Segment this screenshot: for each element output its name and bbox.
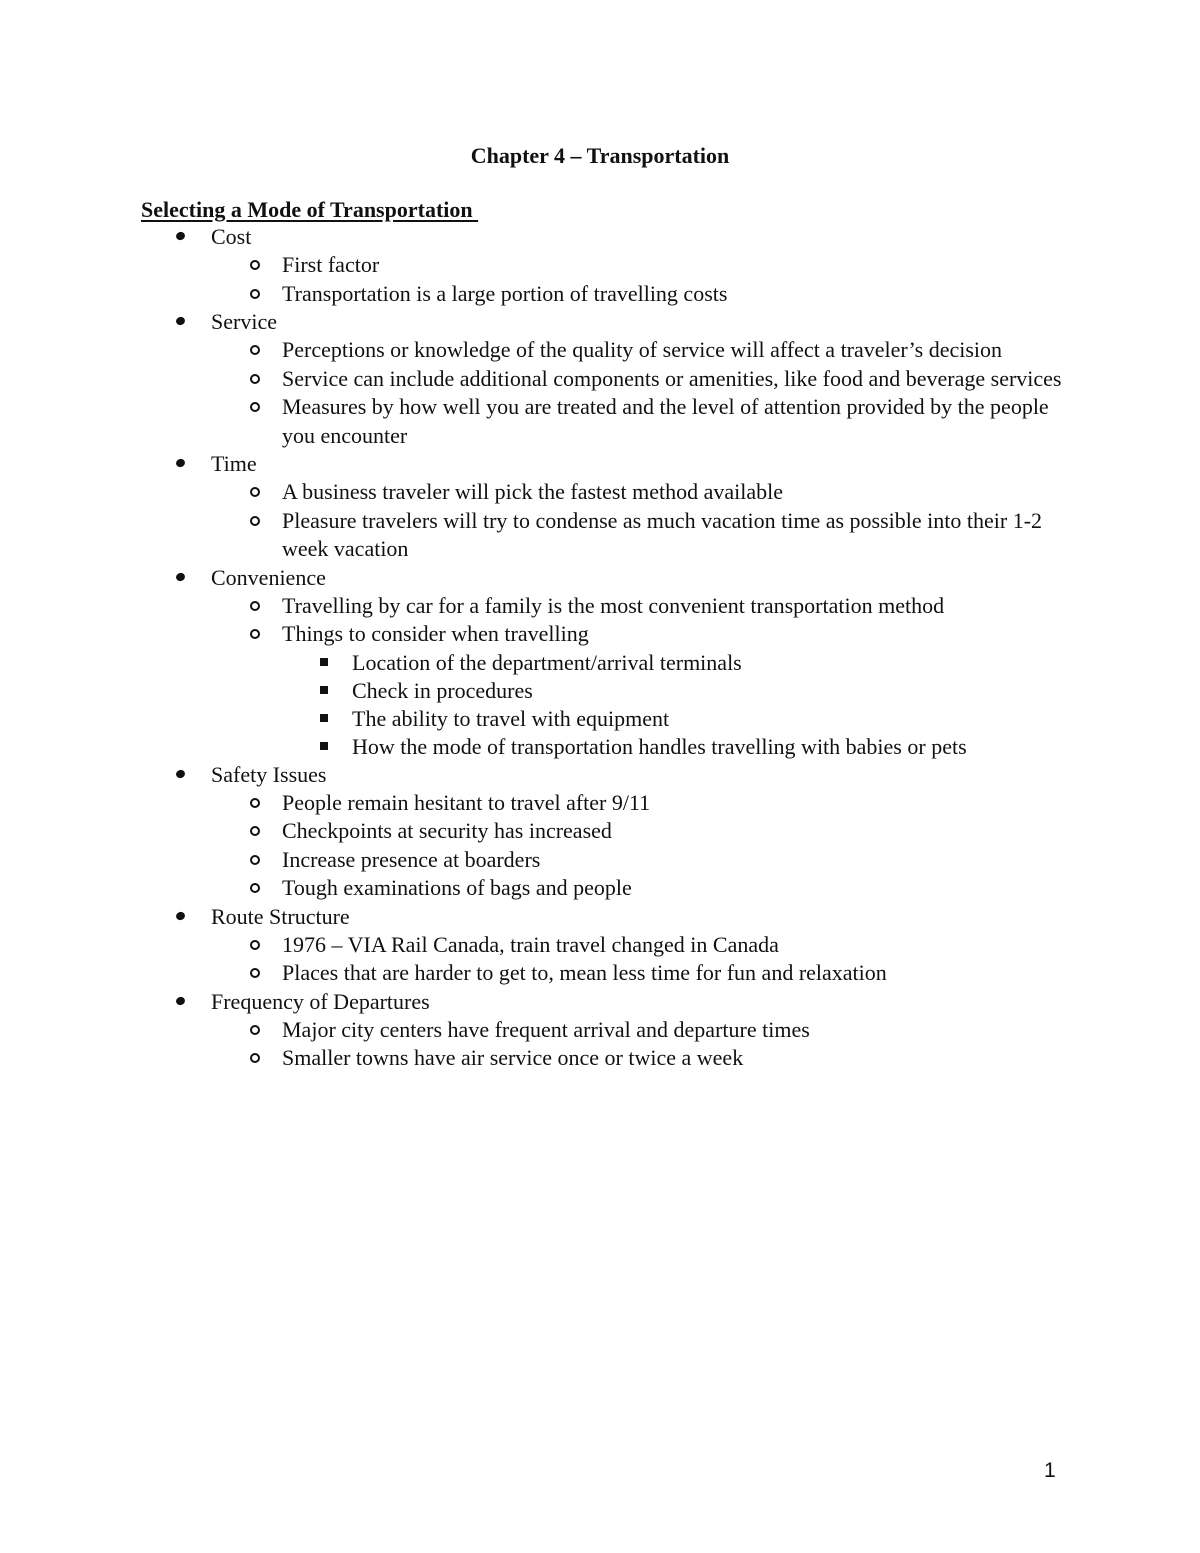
factor-item-frequency-of-departures (0, 988, 1200, 1073)
factor-label: Frequency of Departures (211, 988, 430, 1014)
factor-label: Convenience (211, 564, 326, 590)
page-title: Chapter 4 – Transportation (470, 143, 730, 168)
list-item (0, 592, 1062, 621)
hollow-bullet-icon (250, 487, 260, 497)
hollow-bullet-icon (250, 1025, 260, 1035)
hollow-bullet-icon (250, 968, 260, 978)
square-bullet-icon (320, 742, 328, 750)
factor-list (0, 223, 1200, 1073)
list-item (0, 817, 1062, 846)
factor-label: Cost (211, 224, 252, 249)
point-list (211, 1016, 1200, 1073)
point-text: Things to consider when travelling (282, 621, 589, 646)
point-text: A business traveler will pick the fastest method available (282, 479, 783, 504)
subpoint-text: Location of the department/arrival terminals (352, 649, 742, 675)
point-list (211, 478, 1200, 564)
factor-label: Service (211, 309, 277, 334)
filled-bullet-icon (175, 316, 186, 327)
filled-bullet-icon (175, 458, 186, 469)
point-text: Service can include additional components or amenities, like food and beverage services (282, 365, 1062, 391)
hollow-bullet-icon (250, 402, 260, 412)
subpoint-text: Check in procedures (352, 677, 533, 703)
list-item (0, 733, 1062, 761)
point-list (211, 931, 1200, 988)
subpoint-text: How the mode of transportation handles travelling with babies or pets (352, 733, 967, 759)
list-item (0, 365, 1062, 394)
section-heading: Selecting a Mode of Transportation (141, 197, 479, 222)
hollow-bullet-icon (250, 260, 260, 270)
hollow-bullet-icon (250, 345, 260, 355)
factor-item-safety-issues (0, 761, 1200, 903)
point-text: Pleasure travelers will try to condense as much vacation time as possible into their 1-2 week vacation (282, 507, 1043, 561)
hollow-bullet-icon (250, 798, 260, 808)
list-item (0, 507, 1062, 564)
filled-bullet-icon (175, 995, 186, 1006)
factor-item-convenience (0, 564, 1200, 761)
list-item (0, 393, 1062, 450)
square-bullet-icon (320, 714, 328, 722)
point-list (211, 592, 1200, 761)
list-item (0, 931, 1062, 960)
list-item (0, 1016, 1062, 1045)
factor-label: Safety Issues (211, 761, 327, 787)
list-item (0, 1044, 1062, 1073)
list-item (0, 478, 1062, 507)
filled-bullet-icon (175, 571, 186, 582)
list-item (0, 789, 1062, 818)
page-number: 1 (1044, 1459, 1056, 1482)
hollow-bullet-icon (250, 629, 260, 639)
point-text: Major city centers have frequent arrival and departure times (282, 1016, 810, 1042)
list-item (0, 874, 1062, 903)
square-bullet-icon (320, 658, 328, 666)
point-list (211, 251, 1200, 308)
point-text: Travelling by car for a family is the most convenient transportation method (282, 592, 945, 618)
factor-item-cost (0, 223, 1200, 308)
factor-label: Route Structure (211, 903, 350, 929)
factor-item-route-structure (0, 903, 1200, 988)
point-text: Increase presence at boarders (282, 846, 541, 872)
point-text: Places that are harder to get to, mean less time for fun and relaxation (282, 960, 887, 985)
list-item (0, 677, 1062, 705)
filled-bullet-icon (175, 231, 186, 242)
list-item (0, 649, 1062, 677)
square-bullet-icon (320, 686, 328, 694)
list-item (0, 846, 1062, 875)
point-text: First factor (282, 252, 380, 277)
subpoint-text: The ability to travel with equipment (352, 705, 670, 731)
filled-bullet-icon (175, 768, 186, 779)
hollow-bullet-icon (250, 940, 260, 950)
point-text: Transportation is a large portion of travelling costs (282, 280, 728, 306)
point-text: 1976 – VIA Rail Canada, train travel changed in Canada (282, 931, 779, 957)
point-list (211, 789, 1200, 903)
list-item (0, 336, 1062, 365)
point-text: Tough examinations of bags and people (282, 875, 632, 900)
point-text: Checkpoints at security has increased (282, 818, 612, 843)
point-list (211, 336, 1200, 450)
list-item (0, 705, 1062, 733)
factor-item-service (0, 308, 1200, 450)
point-text: People remain hesitant to travel after 9/11 (282, 789, 651, 815)
hollow-bullet-icon (250, 289, 260, 299)
factor-label: Time (211, 451, 257, 476)
point-text: Measures by how well you are treated and the level of attention provided by the people you encounter (282, 394, 1049, 448)
point-text: Smaller towns have air service once or twice a week (282, 1045, 744, 1070)
point-text: Perceptions or knowledge of the quality of service will affect a traveler’s decision (282, 337, 1003, 362)
list-item (0, 959, 1062, 988)
hollow-bullet-icon (250, 883, 260, 893)
hollow-bullet-icon (250, 601, 260, 611)
hollow-bullet-icon (250, 826, 260, 836)
subpoint-list (282, 649, 1062, 761)
hollow-bullet-icon (250, 374, 260, 384)
hollow-bullet-icon (250, 1053, 260, 1063)
factor-item-time (0, 450, 1200, 564)
hollow-bullet-icon (250, 516, 260, 526)
list-item (0, 251, 1062, 280)
list-item (0, 620, 1062, 761)
filled-bullet-icon (175, 910, 186, 921)
hollow-bullet-icon (250, 855, 260, 865)
list-item (0, 280, 1062, 309)
